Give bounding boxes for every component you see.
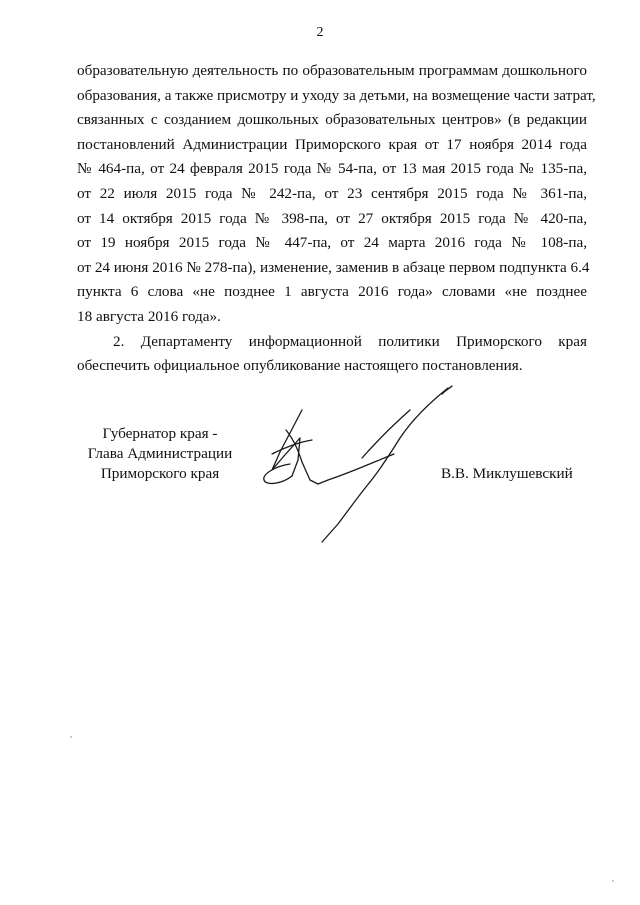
body-line: связанных с созданием дошкольных образовательных центров» (в редакции <box>77 111 587 129</box>
body-line: образования, а также присмотру и уходу за детьми, на возмещение части затрат, <box>77 86 596 104</box>
body-line: 18 августа 2016 года». <box>77 307 221 325</box>
body-line: пункта 6 слова «не позднее 1 августа 2016 года» словами «не позднее <box>77 283 587 301</box>
body-line: № 464-па, от 24 февраля 2015 года № 54-па, от 13 мая 2015 года № 135-па, <box>77 160 587 178</box>
signatory-title-line: Глава Администрации <box>87 445 233 462</box>
scan-speck <box>70 736 72 738</box>
signatory-title-line: Губернатор края - <box>102 425 218 442</box>
paragraph-2-line: 2. Департаменту информационной политики Приморского края <box>113 332 587 350</box>
paragraph-2-line: обеспечить официальное опубликование настоящего постановления. <box>77 357 523 375</box>
signatory-name: В.В. Миклушевский <box>441 465 573 482</box>
scan-speck <box>612 880 614 882</box>
body-line: от 22 июля 2015 года № 242-па, от 23 сентября 2015 года № 361-па, <box>77 184 587 202</box>
page-number: 2 <box>316 25 324 40</box>
body-line: образовательную деятельность по образовательным программам дошкольного <box>77 62 587 79</box>
document-body <box>77 59 596 379</box>
signatory-title <box>60 424 260 484</box>
signatory-title-line: Приморского края <box>100 465 220 482</box>
handwritten-signature <box>242 380 472 560</box>
body-line: от 24 июня 2016 № 278-па), изменение, заменив в абзаце первом подпункта 6.4 <box>77 258 590 276</box>
body-line: от 19 ноября 2015 года № 447-па, от 24 марта 2016 года № 108-па, <box>77 234 587 252</box>
body-line: от 14 октября 2015 года № 398-па, от 27 октября 2015 года № 420-па, <box>77 209 587 227</box>
body-line: постановлений Администрации Приморского края от 17 ноября 2014 года <box>77 135 587 153</box>
